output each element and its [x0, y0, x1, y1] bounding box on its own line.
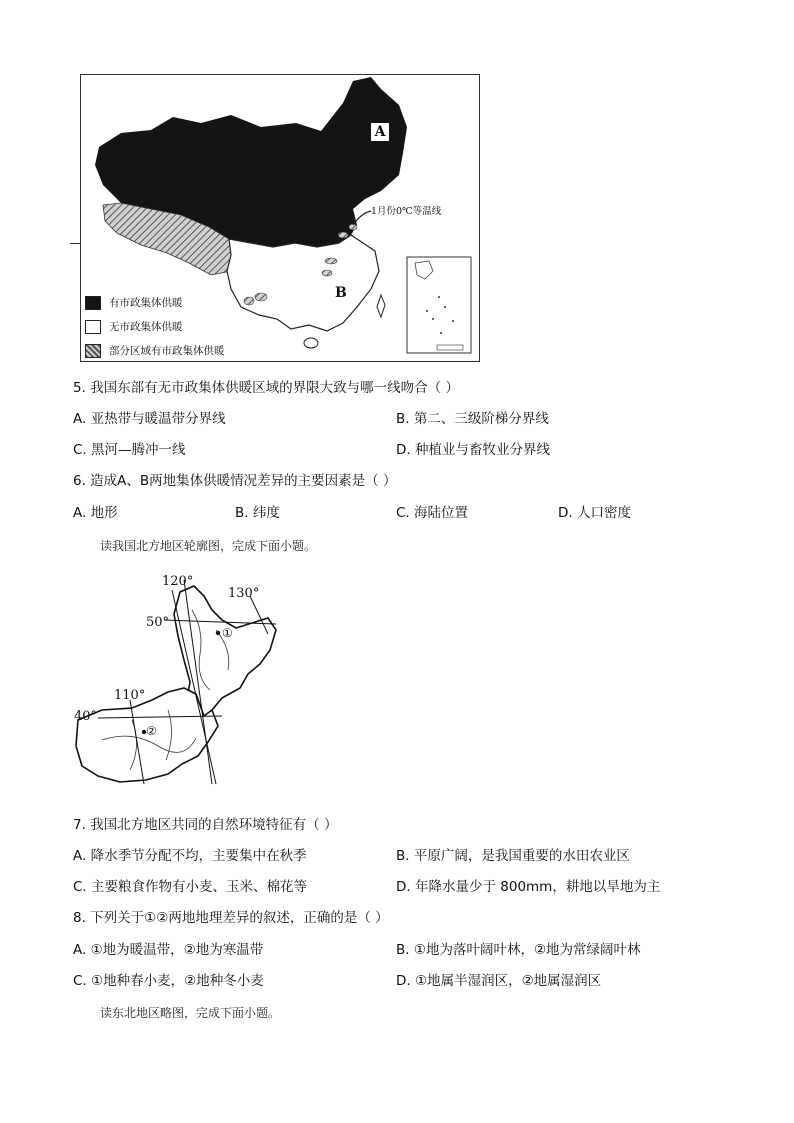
q8-stem: 8. 下列关于①②两地地理差异的叙述，正确的是（ ） — [73, 910, 389, 926]
margin-tick — [70, 243, 80, 244]
legend-label: 有市政集体供暖 — [109, 297, 183, 309]
legend-unheated — [85, 319, 183, 334]
q7-stem: 7. 我国北方地区共同的自然环境特征有（ ） — [73, 817, 338, 833]
q6-option-a: A. 地形 — [73, 505, 118, 521]
legend-swatch-white — [85, 320, 101, 334]
q5-option-d: D. 种植业与畜牧业分界线 — [396, 442, 550, 458]
q7-option-a: A. 降水季节分配不均，主要集中在秋季 — [73, 848, 307, 864]
label-a: A — [371, 123, 389, 141]
label-b: B — [335, 285, 347, 301]
lon-130-label: 130° — [228, 586, 260, 601]
q6-option-c: C. 海陆位置 — [396, 505, 469, 521]
q8-option-d: D. ①地属半湿润区，②地属湿润区 — [396, 973, 602, 989]
q5-option-b: B. 第二、三级阶梯分界线 — [396, 411, 549, 427]
q7-option-d: D. 年降水量少于 800mm，耕地以旱地为主 — [396, 879, 661, 895]
legend-label: 部分区域有市政集体供暖 — [109, 345, 225, 357]
lat-40-label: 40° — [74, 709, 98, 724]
isotherm-label: 1月份0℃等温线 — [371, 203, 441, 217]
legend-partial — [85, 343, 225, 358]
lat-50-label: 50° — [146, 615, 170, 630]
legend-heated — [85, 295, 183, 310]
q5-stem: 5. 我国东部有无市政集体供暖区域的界限大致与哪一线吻合（ ） — [73, 380, 459, 396]
q6-option-b: B. 纬度 — [235, 505, 280, 521]
q8-option-c: C. ①地种春小麦，②地种冬小麦 — [73, 973, 264, 989]
north-region-map — [72, 570, 282, 805]
q7-option-c: C. 主要粮食作物有小麦、玉米、棉花等 — [73, 879, 308, 895]
q5-option-a: A. 亚热带与暖温带分界线 — [73, 411, 226, 427]
q7-option-b: B. 平原广阔，是我国重要的水田农业区 — [396, 848, 630, 864]
legend-swatch-black — [85, 296, 101, 310]
legend-label: 无市政集体供暖 — [109, 321, 183, 333]
q8-option-b: B. ①地为落叶阔叶林，②地为常绿阔叶林 — [396, 942, 641, 958]
point-2-label: ② — [146, 724, 157, 738]
hainan-island — [304, 338, 318, 348]
q8-option-a: A. ①地为暖温带，②地为寒温带 — [73, 942, 264, 958]
unheated-region — [227, 235, 379, 331]
legend-swatch-hatched — [85, 344, 101, 358]
lon-110-label: 110° — [114, 688, 146, 703]
point-1-label: ① — [222, 626, 233, 640]
q6-option-d: D. 人口密度 — [558, 505, 631, 521]
intro-north-region: 读我国北方地区轮廓图，完成下面小题。 — [100, 539, 317, 553]
lon-120-label: 120° — [162, 574, 194, 589]
north-region-map-drawing — [72, 570, 282, 805]
taiwan-island — [377, 295, 385, 317]
q5-option-c: C. 黑河—腾冲一线 — [73, 442, 186, 458]
intro-northeast: 读东北地区略图，完成下面小题。 — [100, 1006, 281, 1020]
q6-stem: 6. 造成A、B两地集体供暖情况差异的主要因素是（ ） — [73, 473, 397, 489]
heating-map — [80, 74, 480, 362]
